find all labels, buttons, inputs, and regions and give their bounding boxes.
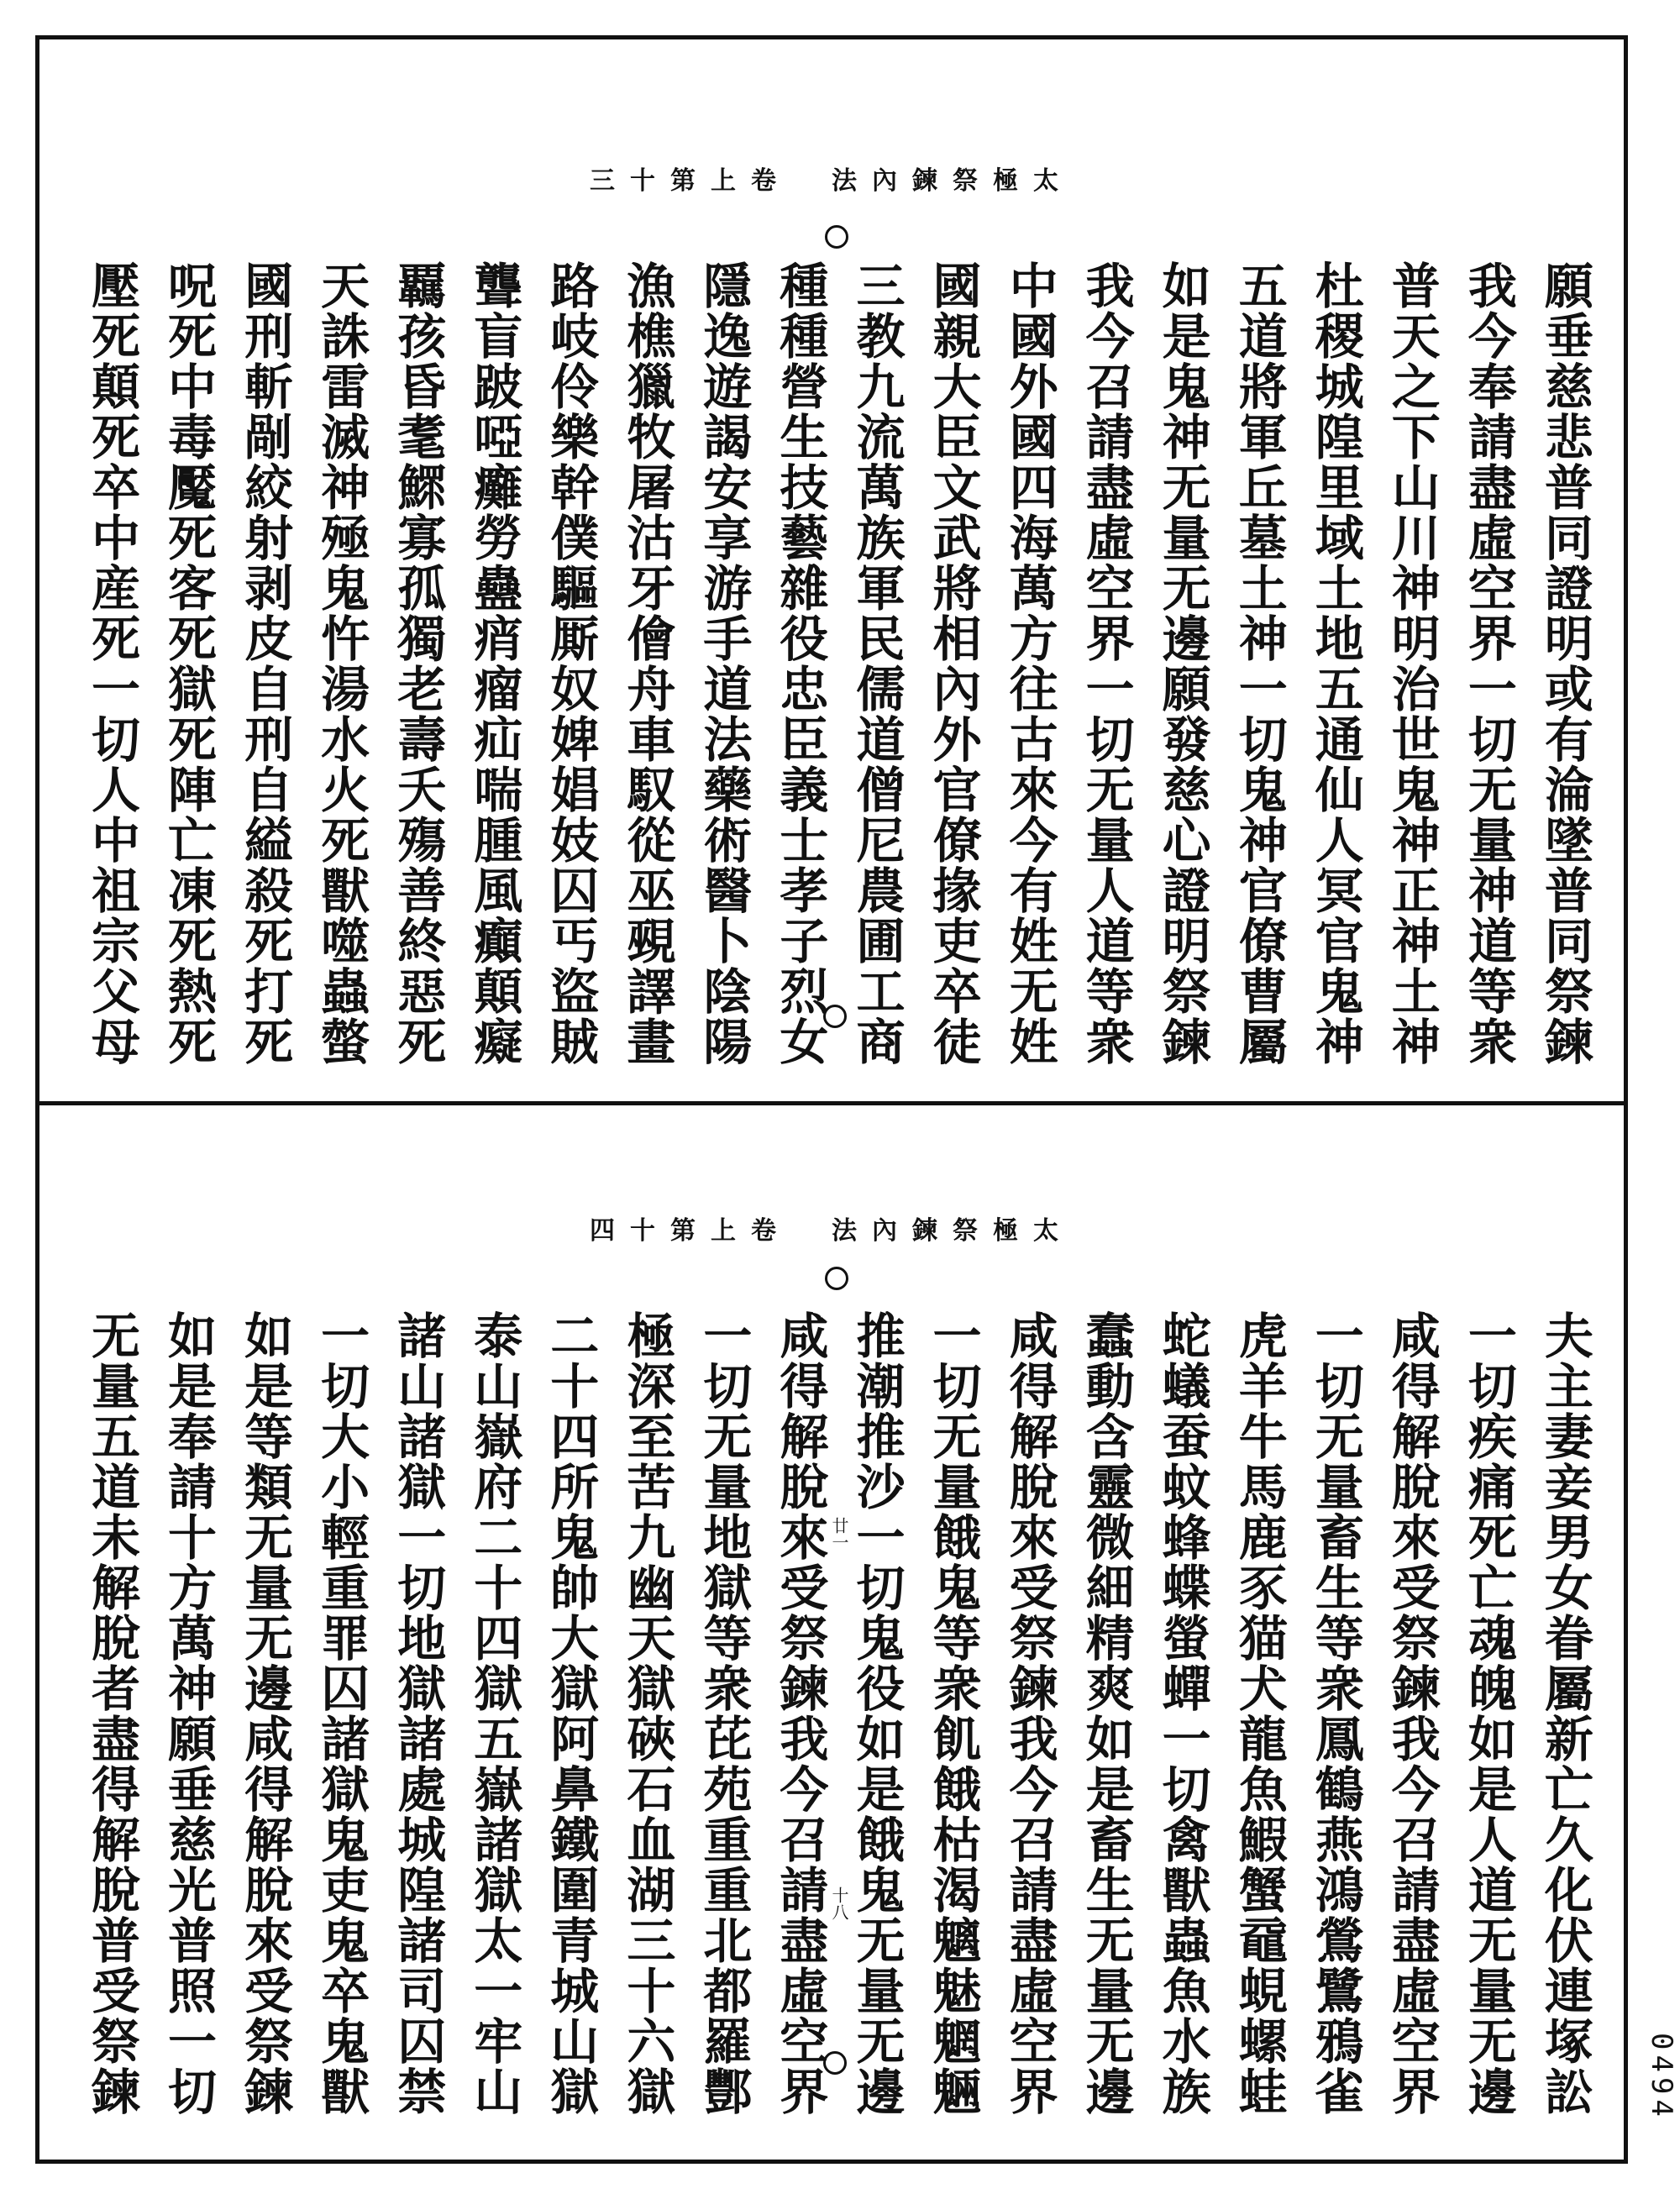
upper-text-columns	[82, 260, 1594, 1075]
text-column: 如是等類无量无邊咸得解脫來受祭鍊	[236, 1310, 294, 2117]
lower-header: 四十第上卷 法內鍊祭極太	[590, 1216, 1074, 1246]
text-column: 咸得解脫來受祭鍊我今召請盡虛空界	[1383, 1310, 1441, 2117]
text-column: 咸得解脫來受祭鍊我今召請盡虛空界	[1000, 1310, 1058, 2117]
text-column: 漁樵獵牧屠沽牙儈舟車馭從巫覡譯畫	[618, 260, 676, 1067]
text-column: 一切大小輕重罪囚諸獄鬼吏鬼卒鬼獸	[312, 1310, 370, 2117]
text-column: 國刑斬剮絞射剥皮自刑自縊殺死打死	[236, 260, 294, 1067]
text-column: 普天之下山川神明治世鬼神正神土神	[1383, 260, 1441, 1067]
text-column: 一切无量餓鬼等衆飢餓枯渴魑魅魍魎	[924, 1310, 982, 2117]
text-column: 路岐伶樂幹僕驅厮奴婢娼妓囚丐盜賊	[542, 260, 600, 1067]
text-column: 如是奉請十方萬神願垂慈光普照一切	[160, 1310, 218, 2117]
text-column: 國親大臣文武將相內外官僚掾吏卒徒	[924, 260, 982, 1067]
text-column: 二十四所鬼帥大獄阿鼻鐵圍青城山獄	[542, 1310, 600, 2117]
text-column: 杜稷城隍里域土地五通仙人冥官鬼神	[1306, 260, 1364, 1067]
text-column: 呪死中毒魘死客死獄死陣亡凍死熱死	[160, 260, 218, 1067]
text-column: 泰山嶽府二十四獄五嶽諸獄太一牢山	[465, 1310, 523, 2117]
text-column: 五道將軍丘墓土神一切鬼神官僚曹屬	[1230, 260, 1288, 1067]
page-number: 0494	[1645, 2033, 1678, 2122]
text-column: 蠢動含靈微細精爽如是畜生无量无邊	[1077, 1310, 1135, 2117]
text-column: 覊孩昏耄鰥寡孤獨老壽夭殤善終惡死	[389, 260, 447, 1067]
text-column: 我今召請盡虛空界一切无量人道等衆	[1077, 260, 1135, 1067]
text-column: 虎羊牛馬鹿豕猫犬龍魚鰕蟹黿蜆螺蛙	[1230, 1310, 1288, 2117]
text-column: 種種營生技藝雜役忠臣義士孝子烈女	[771, 260, 829, 1067]
text-column: 隱逸遊謁安享游手道法藥術醫卜陰陽	[695, 260, 753, 1067]
text-column: 一切无量地獄等衆芘苑重重北都羅酆	[695, 1310, 753, 2117]
text-column: 推潮推沙一切鬼役如是餓鬼无量无邊	[848, 1310, 906, 2117]
text-column: 中國外國四海萬方往古來今有姓无姓	[1000, 260, 1058, 1067]
lower-circle-mark	[825, 1267, 848, 1290]
text-column: 如是鬼神无量无邊願發慈心證明祭鍊	[1153, 260, 1211, 1067]
lower-text-columns	[82, 1310, 1594, 2142]
text-column: 壓死顛死卒中産死一切人中祖宗父母	[83, 260, 140, 1067]
text-column: 一切无量畜生等衆鳳鶴燕鴻鶯鷺鴉雀	[1306, 1310, 1364, 2117]
text-column: 三教九流萬族軍民儒道僧尼農圃工商	[848, 260, 906, 1067]
folio-mark-top: 廿一	[829, 1517, 849, 1551]
text-column: 天誅雷滅神殛鬼忤湯水火死獸噬蟲螫	[312, 260, 370, 1067]
text-column: 无量五道未解脫者盡得解脫普受祭鍊	[83, 1310, 140, 2117]
text-column: 我今奉請盡虛空界一切无量神道等衆	[1459, 260, 1517, 1067]
text-column: 夫主妻妾男女眷屬新亡久化伏連塚訟	[1536, 1310, 1593, 2117]
text-column: 聾盲跛啞癱勞蠱痟瘤疝喘腫風癲顛癡	[465, 260, 523, 1067]
text-column: 諸山諸獄一切地獄諸處城隍諸司囚禁	[389, 1310, 447, 2117]
text-column: 一切疾痛死亡魂魄如是人道无量无邊	[1459, 1310, 1517, 2117]
text-column: 咸得解脫來受祭鍊我今召請盡虛空界	[771, 1310, 829, 2117]
upper-header: 三十第上卷 法內鍊祭極太	[590, 166, 1074, 196]
half-divider	[35, 1101, 1628, 1105]
text-column: 願垂慈悲普同證明或有淪墜普同祭鍊	[1536, 260, 1593, 1067]
upper-circle-mark	[825, 225, 848, 249]
text-column: 蛇蟻蚕蚊蜂蝶螢蟬一切禽獸蟲魚水族	[1153, 1310, 1211, 2117]
folio-mark-mid: 十八	[829, 1887, 849, 1920]
text-column: 極深至苦九幽天獄硤石血湖三十六獄	[618, 1310, 676, 2117]
